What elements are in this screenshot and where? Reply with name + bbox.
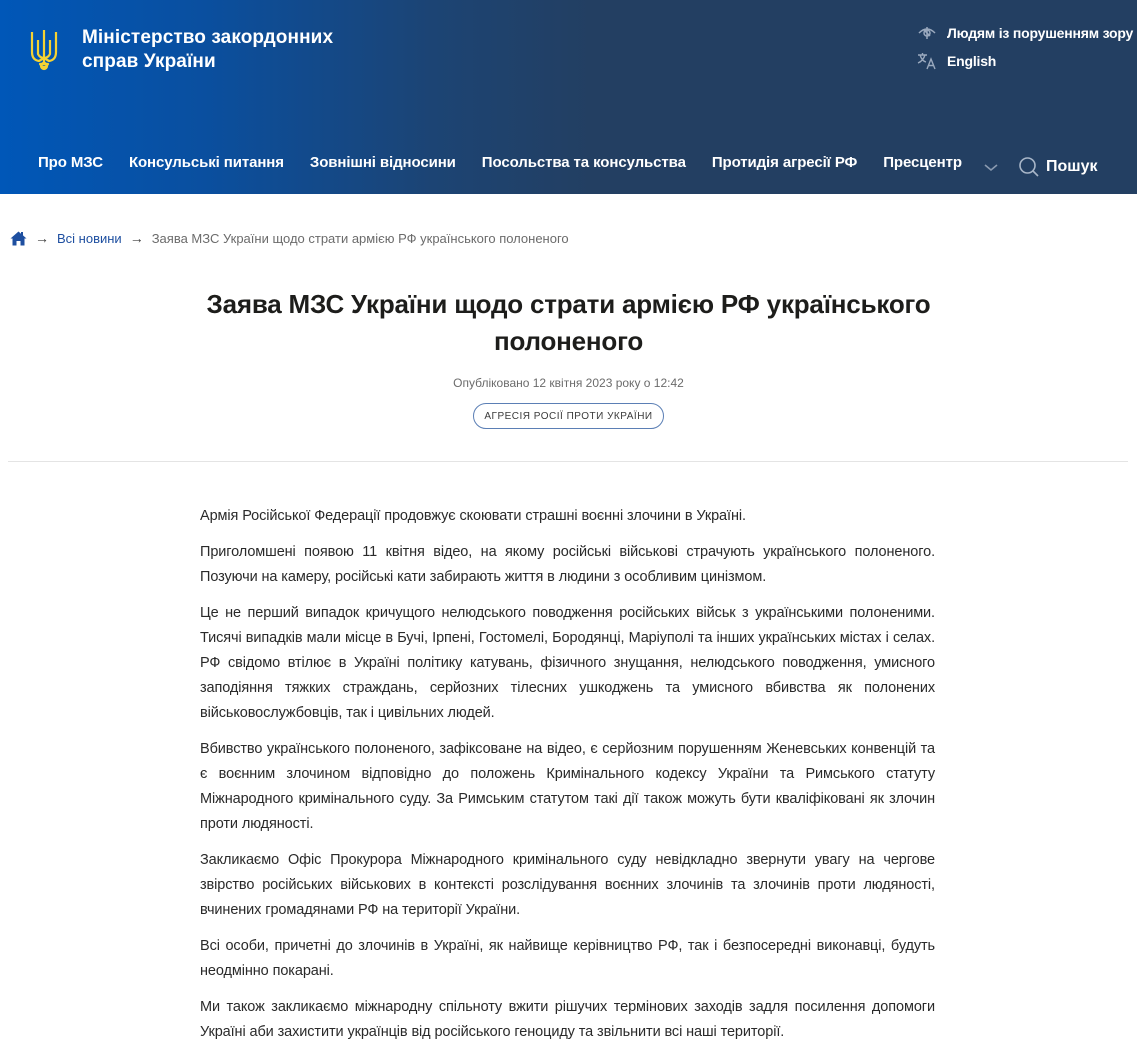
published-date: Опубліковано 12 квітня 2023 року о 12:42	[453, 376, 684, 390]
search-button[interactable]	[1018, 156, 1098, 178]
article-paragraph: Це не перший випадок кричущого нелюдського поводження російських військ з українськими полоненими. Тисячі випадків мали місце в Бучі, Ірпені, Гостомелі, Бородянці, Маріуполі та інших українських містах і селах. РФ свідомо втілює в Україні політику катувань, фізичного знущання, нелюдського поводження, умисного заподіяння тяжких страждань, серйозних тілесних ушкоджень та умисного вбивства як полонених військовослужбовців, так і цивільних людей.	[200, 605, 935, 721]
ministry-name-line1: Міністерство закордонних	[82, 27, 334, 48]
trident-icon	[30, 28, 58, 72]
search-label: Пошук	[1046, 158, 1098, 175]
article-paragraph: Армія Російської Федерації продовжує скоювати страшні воєнні злочини в Україні.	[200, 508, 746, 524]
main-nav	[38, 154, 988, 171]
search-icon	[1018, 156, 1040, 178]
language-label: English	[947, 53, 997, 69]
article-header	[160, 286, 977, 429]
breadcrumb-separator: →	[129, 230, 144, 246]
article-paragraph: Закликаємо Офіс Прокурора Міжнародного кримінального суду невідкладно звернути увагу на чергове звірство російських військових в контексті розслідування воєнних злочинів та злочинів проти людяності, вчинених громадянами РФ на території України.	[200, 852, 935, 918]
category-tag[interactable]: АГРЕСІЯ РОСІЇ ПРОТИ УКРАЇНИ	[473, 403, 663, 429]
ministry-name-line2: справ України	[82, 51, 216, 72]
language-switch[interactable]	[917, 49, 1133, 73]
nav-item-foreign-relations[interactable]: Зовнішні відносини	[309, 154, 456, 171]
article-paragraph: Всі особи, причетні до злочинів в Україні, як найвище керівництво РФ, так і безпосередні виконавці, будуть неодмінно покарані.	[200, 938, 935, 979]
article-paragraph: Ми також закликаємо міжнародну спільноту вжити рішучих термінових заходів задля посилення допомоги Україні аби захистити українців від російського геноциду та звільнити всі наші території.	[200, 999, 935, 1040]
article-paragraph: Приголомшені появою 11 квітня відео, на якому російські військові страчують українського полоненого. Позуючи на камеру, російські кати забирають життя в людини з особливим цинізмом.	[200, 544, 935, 585]
nav-item-press-center[interactable]: Пресцентр	[883, 154, 962, 171]
nav-item-embassies[interactable]: Посольства та консульства	[481, 154, 686, 171]
article-body	[200, 504, 935, 1056]
nav-item-consular[interactable]: Консульські питання	[128, 154, 284, 171]
divider	[8, 461, 1128, 462]
ministry-name	[82, 26, 333, 74]
breadcrumb	[10, 230, 569, 246]
translate-icon	[917, 52, 937, 70]
page-title: Заява МЗС України щодо страти армією РФ українського полоненого	[206, 289, 931, 356]
utility-links	[917, 21, 1133, 77]
nav-actions	[982, 156, 1098, 178]
accessibility-label: Людям із порушенням зору	[947, 25, 1134, 41]
breadcrumb-all-news[interactable]: Всі новини	[57, 230, 122, 246]
home-icon[interactable]	[10, 231, 27, 246]
site-header	[0, 0, 1137, 194]
article-paragraph: Вбивство українського полоненого, зафіксоване на відео, є серйозним порушенням Женевських конвенцій та є воєнним злочином відповідно до положень Кримінального кодексу України та Римського статуту Міжнародного кримінального суду. За Римським статутом такі дії також можуть бути кваліфіковані як злочин проти людяності.	[200, 741, 935, 832]
nav-item-about[interactable]: Про МЗС	[38, 154, 103, 171]
breadcrumb-separator: →	[35, 230, 49, 246]
chevron-down-icon[interactable]	[982, 158, 1000, 176]
accessibility-link[interactable]	[917, 21, 1133, 45]
breadcrumb-current: Заява МЗС України щодо страти армією РФ українського полоненого	[151, 230, 569, 246]
eye-icon	[917, 24, 937, 42]
nav-item-counter-aggression[interactable]: Протидія агресії РФ	[711, 154, 858, 171]
ministry-logo[interactable]	[30, 26, 333, 74]
